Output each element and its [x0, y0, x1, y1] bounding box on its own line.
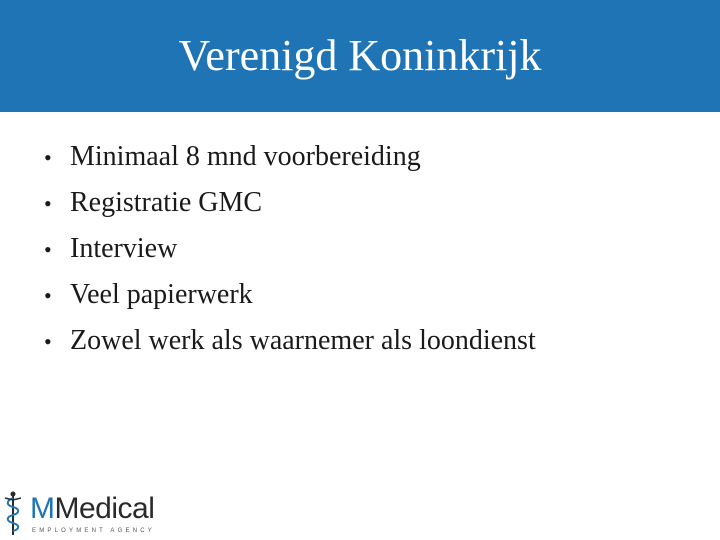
bullet-text: Veel papierwerk	[70, 279, 253, 310]
bullet-text: Zowel werk als waarnemer als loondienst	[70, 325, 536, 356]
bullet-item	[44, 272, 536, 318]
title-bar	[0, 0, 720, 112]
bullet-item	[44, 226, 536, 272]
bullet-text: Interview	[70, 233, 178, 264]
logo-tagline: EMPLOYMENT AGENCY	[32, 528, 155, 534]
bullet-text: Minimaal 8 mnd voorbereiding	[70, 141, 421, 172]
bullet-item	[44, 134, 536, 180]
company-logo	[2, 490, 162, 536]
caduceus-icon	[2, 490, 24, 536]
bullet-text: Registratie GMC	[70, 187, 263, 218]
bullet-dot-icon: •	[44, 191, 52, 216]
bullet-dot-icon: •	[44, 283, 52, 308]
bullet-list	[44, 134, 536, 364]
bullet-dot-icon: •	[44, 237, 52, 262]
bullet-item	[44, 180, 536, 226]
slide-title: Verenigd Koninkrijk	[178, 31, 542, 80]
logo-wordmark: MMedical	[30, 492, 155, 525]
bullet-dot-icon: •	[44, 145, 52, 170]
bullet-item	[44, 318, 536, 364]
bullet-dot-icon: •	[44, 329, 52, 354]
